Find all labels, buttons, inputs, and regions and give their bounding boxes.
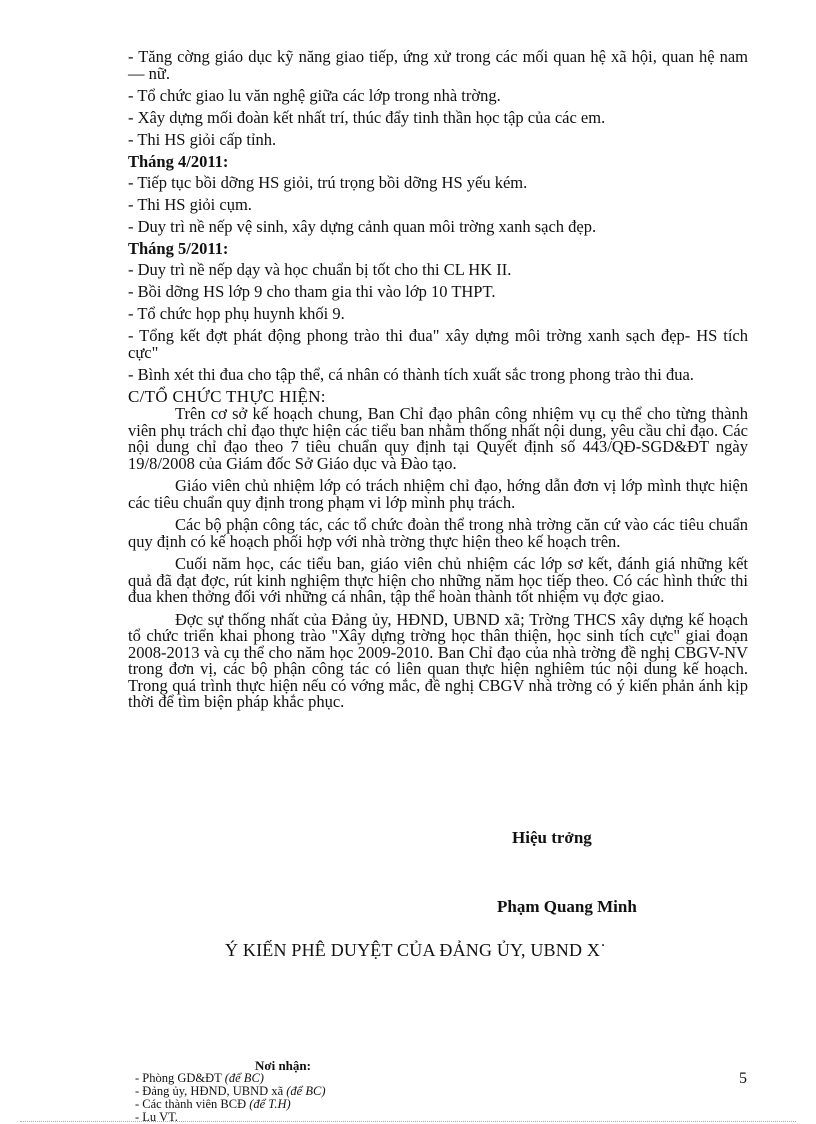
signature-title: Hiệu trởng — [512, 828, 592, 847]
list-item: - Thi HS giỏi cụm. — [128, 195, 252, 214]
recipients-block — [135, 1059, 435, 1124]
recipient-note: (để BC) — [224, 1071, 264, 1085]
recipient-note: (để T.H) — [249, 1097, 291, 1111]
recipient-text: - Các thành viên BCĐ — [135, 1097, 250, 1111]
list-item: - Tăng cờng giáo dục kỹ năng giao tiếp, ứng xử trong các mối quan hệ xã hội, quan hệ nam — nữ. — [128, 47, 748, 83]
month-heading: Tháng 4/2011: — [128, 152, 229, 171]
recipient-text: - Lu VT. — [135, 1110, 178, 1124]
paragraph: Giáo viên chủ nhiệm lớp có trách nhiệm chỉ đạo, hớng dẫn đơn vị lớp mình thực hiện các tiêu chuẩn quy định trong phạm vi lớp mình phụ trách. — [128, 476, 748, 512]
list-item: - Xây dựng mối đoàn kết nhất trí, thúc đẩy tinh thần học tập của các em. — [128, 108, 606, 127]
month-heading: Tháng 5/2011: — [128, 239, 229, 258]
list-item: - Bình xét thi đua cho tập thể, cá nhân có thành tích xuất sắc trong phong trào thi đua. — [128, 365, 694, 384]
recipient-text: - Phòng GD&ĐT — [135, 1071, 225, 1085]
recipient-line — [135, 1098, 435, 1111]
list-item: - Tổng kết đợt phát động phong trào thi đua" xây dựng môi trờng xanh sạch đẹp- HS tích cực" — [128, 326, 748, 362]
list-item: - Thi HS giỏi cấp tỉnh. — [128, 130, 277, 149]
paragraph: Trên cơ sở kế hoạch chung, Ban Chỉ đạo phân công nhiệm vụ cụ thể cho từng thành viên phụ trách chỉ đạo thực hiện các tiểu ban nhằm thống nhất nội dung, yêu cầu chỉ đạo. Các nội dung chỉ đạo theo 7 tiêu chuẩn quy định tại Quyết định số 443/QĐ-SGD&ĐT ngày 19/8/2008 của Giám đốc Sở Giáo dục và Đào tạo. — [128, 404, 748, 473]
paragraph: Cuối năm học, các tiểu ban, giáo viên chủ nhiệm các lớp sơ kết, đánh giá những kết quả đã đạt đợc, rút kinh nghiệm thực hiện cho những năm học tiếp theo. Có các hình thức thi đua khen thởng đối với những cá nhân, tập thể hoàn thành tốt nhiệm vụ đợc giao. — [128, 554, 748, 606]
paragraph: Đợc sự thống nhất của Đảng ủy, HĐND, UBND xã; Trờng THCS xây dựng kế hoạch tổ chức triển khai phong trào "Xây dựng trờng học thân thiện, học sinh tích cực" giai đoạn 2008-2013 và cụ thể cho năm học 2009-2010. Ban Chỉ đạo của nhà trờng đề nghị CBGV-NV trong đơn vị, các bộ phận công tác có liên quan thực hiện nghiêm túc nội dung kế hoạch. Trong quá trình thực hiện nếu có vớng mắc, đề nghị CBGV nhà trờng có ý kiến phản ánh kịp thời để tìm biện pháp khắc phục. — [128, 609, 748, 711]
recipient-line — [135, 1111, 435, 1124]
recipient-text: - Đảng ủy, HĐND, UBND xã — [135, 1084, 287, 1098]
approval-heading: Ý KIẾN PHÊ DUYỆT CỦA ĐẢNG ỦY, UBND X˙ — [225, 940, 607, 960]
list-item: - Tiếp tục bồi dỡng HS giỏi, trú trọng bồi dỡng HS yếu kém. — [128, 173, 528, 192]
page-number: 5 — [739, 1070, 747, 1087]
section-heading: C/TỔ CHỨC THỰC HIỆN: — [128, 387, 326, 406]
recipients-heading: Nơi nhận: — [255, 1058, 311, 1073]
list-item: - Tổ chức họp phụ huynh khối 9. — [128, 304, 345, 323]
page-bottom-divider — [20, 1121, 796, 1122]
document-body — [128, 48, 748, 717]
recipient-note: (để BC) — [286, 1084, 326, 1098]
signature-name: Phạm Quang Minh — [497, 897, 637, 916]
list-item: - Duy trì nề nếp vệ sinh, xây dựng cảnh quan môi trờng xanh sạch đẹp. — [128, 217, 597, 236]
list-item: - Duy trì nề nếp dạy và học chuẩn bị tốt cho thi CL HK II. — [128, 260, 512, 279]
list-item: - Bồi dỡng HS lớp 9 cho tham gia thi vào lớp 10 THPT. — [128, 282, 496, 301]
paragraph: Các bộ phận công tác, các tổ chức đoàn thể trong nhà trờng căn cứ vào các tiêu chuẩn quy định có kế hoạch phối hợp với nhà trờng thực hiện theo kế hoạch trên. — [128, 515, 748, 551]
list-item: - Tổ chức giao lu văn nghệ giữa các lớp trong nhà trờng. — [128, 86, 501, 105]
